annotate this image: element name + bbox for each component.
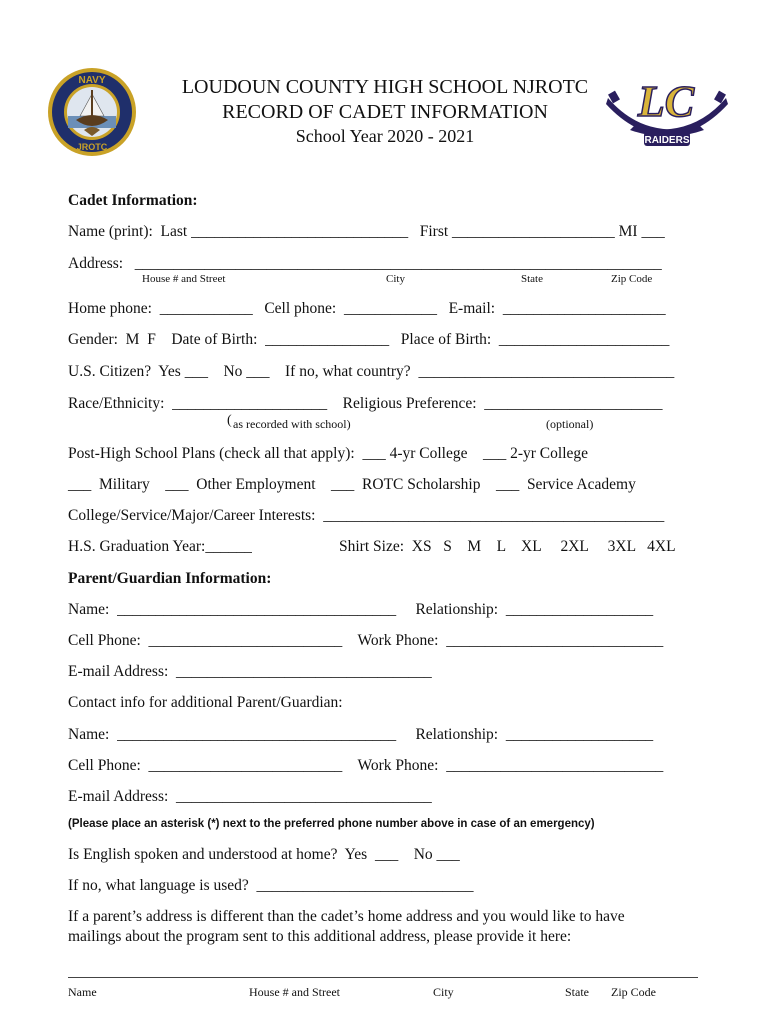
cadet-phone-field[interactable]: Home phone: ____________ Cell phone: ____________ E-mail: _____________________ <box>68 300 666 317</box>
parent2-email-field[interactable]: E-mail Address: _________________________________ <box>68 788 432 805</box>
alt-address-instructions-2: mailings about the program sent to this additional address, please provide it here: <box>68 928 572 945</box>
race-note-paren: ( <box>227 413 232 428</box>
race-note: as recorded with school) <box>233 417 351 431</box>
cadet-race-religion-field[interactable]: Race/Ethnicity: ____________________ Religious Preference: _______________________ <box>68 395 663 412</box>
alt-address-line[interactable] <box>68 977 698 978</box>
parent-email-field[interactable]: E-mail Address: _________________________________ <box>68 663 432 680</box>
footer-house-label: House # and Street <box>249 985 340 999</box>
school-year: School Year 2020 - 2021 <box>295 126 475 146</box>
parent2-name-field[interactable]: Name: ____________________________________ Relationship: ___________________ <box>68 726 654 743</box>
english-spoken-field[interactable]: Is English spoken and understood at home? Yes ___ No ___ <box>68 846 460 863</box>
logo-letters: LC <box>637 77 695 126</box>
address-city-label: City <box>386 273 405 285</box>
footer-zip-label: Zip Code <box>611 985 656 999</box>
cadet-gender-dob-field[interactable]: Gender: M F Date of Birth: ________________ Place of Birth: ______________________ <box>68 331 670 348</box>
footer-name-label: Name <box>68 985 97 999</box>
shirt-size-field[interactable]: Shirt Size: XS S M L XL 2XL 3XL 4XL <box>339 538 676 555</box>
footer-state-label: State <box>565 985 589 999</box>
seal-top-text: NAVY <box>78 75 106 86</box>
footer-city-label: City <box>433 985 454 999</box>
religion-note: (optional) <box>546 417 594 431</box>
language-field[interactable]: If no, what language is used? ____________________________ <box>68 877 474 894</box>
cadet-name-field[interactable]: Name (print): Last ____________________________ First _____________________ MI ___ <box>68 223 665 240</box>
career-interests-field[interactable]: College/Service/Major/Career Interests: ____________________________________________ <box>68 507 665 524</box>
address-state-label: State <box>521 273 543 285</box>
cadet-citizen-field[interactable]: U.S. Citizen? Yes ___ No ___ If no, what country? _________________________________ <box>68 363 675 380</box>
additional-guardian-label: Contact info for additional Parent/Guardian: <box>68 694 343 711</box>
page-title: LOUDOUN COUNTY HIGH SCHOOL NJROTC <box>181 76 589 98</box>
parent-name-field[interactable]: Name: ____________________________________ Relationship: ___________________ <box>68 601 654 618</box>
cadet-info-heading: Cadet Information: <box>68 192 198 209</box>
page-subtitle: RECORD OF CADET INFORMATION <box>222 101 548 123</box>
alt-address-instructions-1: If a parent’s address is different than the cadet’s home address and you would like to have <box>68 908 625 925</box>
parent-info-heading: Parent/Guardian Information: <box>68 570 272 587</box>
emergency-note: (Please place an asterisk (*) next to the preferred phone number above in case of an emergency) <box>68 818 595 830</box>
logo-banner: RAIDERS <box>644 135 690 146</box>
parent2-phone-field[interactable]: Cell Phone: _________________________ Work Phone: ____________________________ <box>68 757 664 774</box>
post-hs-plans-field[interactable]: Post-High School Plans (check all that apply): ___ 4-yr College ___ 2-yr College <box>68 445 589 462</box>
address-zip-label: Zip Code <box>611 273 653 285</box>
cadet-address-field[interactable]: Address: ____________________________________________________________________ <box>68 255 662 272</box>
seal-bottom-text: JROTC <box>76 142 108 152</box>
parent-phone-field[interactable]: Cell Phone: _________________________ Work Phone: ____________________________ <box>68 632 664 649</box>
lc-raiders-logo-icon <box>604 68 730 156</box>
address-house-label: House # and Street <box>142 273 226 285</box>
graduation-year-field[interactable]: H.S. Graduation Year:______ <box>68 538 252 555</box>
post-hs-plans-options[interactable]: ___ Military ___ Other Employment ___ ROTC Scholarship ___ Service Academy <box>68 476 636 493</box>
